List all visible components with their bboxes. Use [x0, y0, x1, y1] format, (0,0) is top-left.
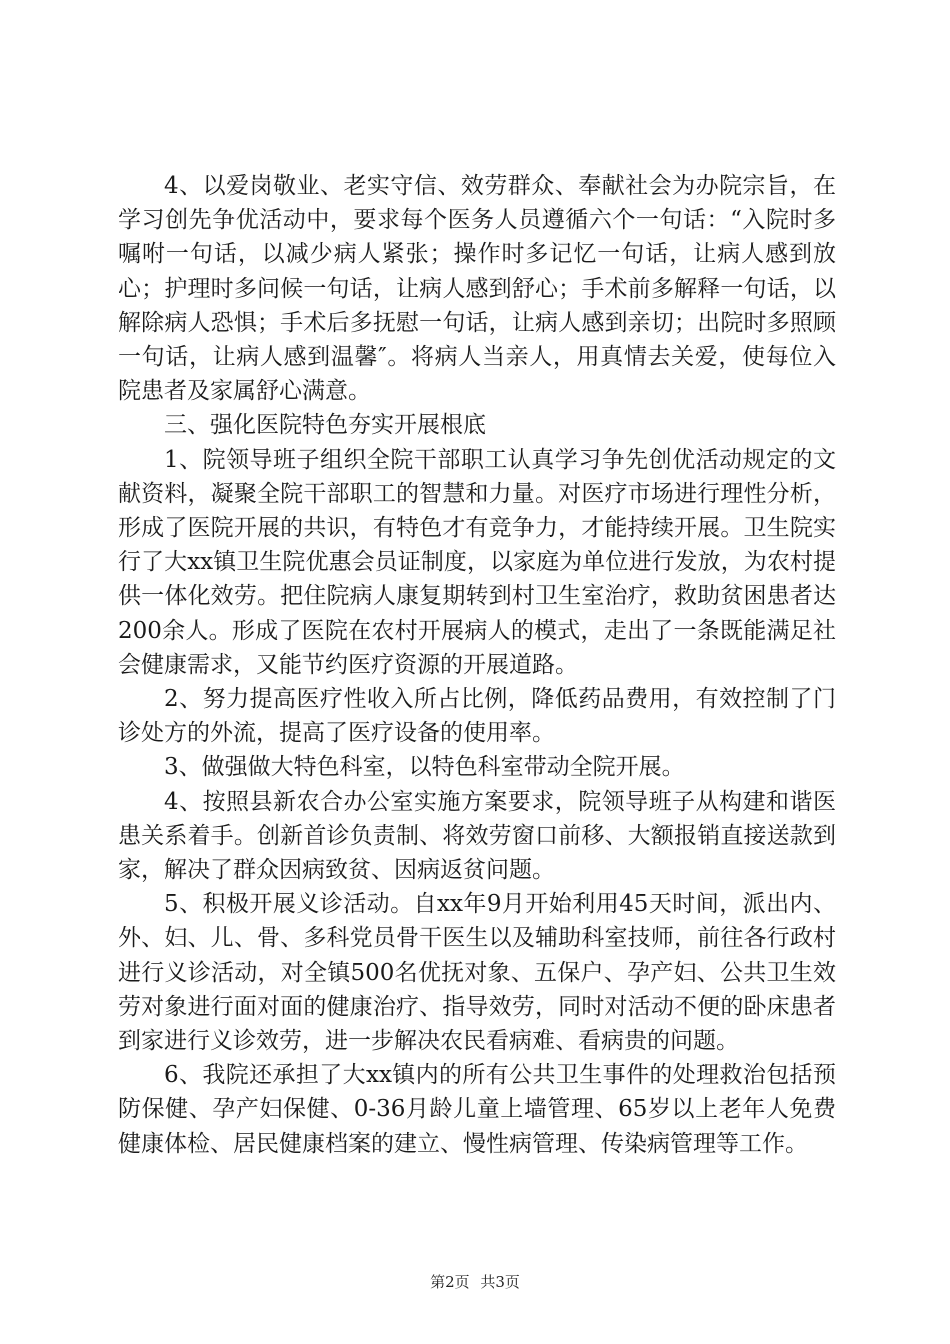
paragraph-item-5-free-clinic: 5、积极开展义诊活动。自xx年9月开始利用45天时间，派出内、外、妇、儿、骨、多科党员骨干医生以及辅助科室技师，前往各行政村进行义诊活动，对全镇500名优抚对象、五保户、孕产妇、公共卫生效劳对象进行面对面的健康治疗、指导效劳，同时对活动不便的卧床患者到家进行义诊效劳，进一步解决农民看病难、看病贵的问题。: [118, 891, 836, 1055]
paragraph-item-4-doctor-patient-relations: 4、按照县新农合办公室实施方案要求，院领导班子从构建和谐医患关系着手。创新首诊负责制、将效劳窗口前移、大额报销直接送款到家，解决了群众因病致贫、因病返贫问题。: [118, 788, 836, 884]
document-body: [118, 169, 836, 1161]
section-heading-3: 三、强化医院特色夯实开展根底: [164, 412, 486, 439]
page-number: 第2页: [430, 1273, 470, 1291]
paragraph-item-4-service-principle: 4、以爱岗敬业、老实守信、效劳群众、奉献社会为办院宗旨，在学习创先争优活动中，要求每个医务人员遵循六个一句话：“入院时多嘱咐一句话，以减少病人紧张；操作时多记忆一句话，让病人感到放心；护理时多问候一句话，让病人感到舒心；手术前多解释一句话，以解除病人恐惧；手术后多抚慰一句话，让病人感到亲切；出院时多照顾一句话，让病人感到温馨″。将病人当亲人，用真情去关爱，使每位入院患者及家属舒心满意。: [118, 173, 836, 405]
paragraph-item-6-public-health: 6、我院还承担了大xx镇内的所有公共卫生事件的处理救治包括预防保健、孕产妇保健、0-36月龄儿童上墙管理、65岁以上老年人免费健康体检、居民健康档案的建立、慢性病管理、传染病管理等工作。: [118, 1062, 836, 1157]
paragraph-item-1-leadership-study: 1、院领导班子组织全院干部职工认真学习争先创优活动规定的文献资料，凝聚全院干部职工的智慧和力量。对医疗市场进行理性分析，形成了医院开展的共识，有特色才有竞争力，才能持续开展。卫生院实行了大xx镇卫生院优惠会员证制度，以家庭为单位进行发放，为农村提供一体化效劳。把住院病人康复期转到村卫生室治疗，救助贫困患者达200余人。形成了医院在农村开展病人的模式，走出了一条既能满足社会健康需求，又能节约医疗资源的开展道路。: [118, 446, 836, 678]
paragraph-item-3-special-departments: 3、做强做大特色科室，以特色科室带动全院开展。: [164, 754, 685, 781]
paragraph-item-2-revenue-ratio: 2、努力提高医疗性收入所占比例，降低药品费用，有效控制了门诊处方的外流，提高了医疗设备的使用率。: [118, 686, 836, 747]
page-total: 共3页: [480, 1273, 520, 1291]
page-footer: [0, 1271, 950, 1292]
